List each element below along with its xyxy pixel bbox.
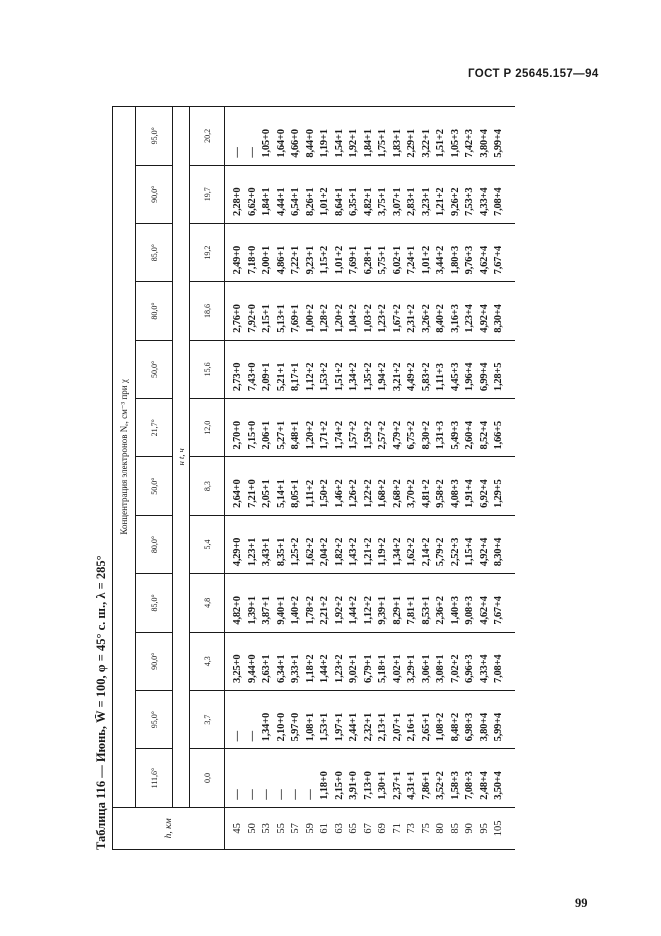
concentration-value: 2,15+1 bbox=[261, 304, 272, 333]
concentration-value: 6,35+1 bbox=[348, 187, 359, 216]
concentration-value: 2,00+1 bbox=[261, 245, 272, 275]
concentration-value: 3,23+1 bbox=[420, 187, 432, 216]
concentration-value: 1,74+2 bbox=[333, 421, 345, 450]
height-value: 105 bbox=[493, 820, 504, 837]
concentration-value: 1,28+2 bbox=[319, 304, 330, 333]
concentration-value: 1,34+2 bbox=[391, 537, 403, 567]
concentration-value: 1,20+2 bbox=[304, 421, 316, 450]
concentration-value: 2,73+0 bbox=[232, 362, 243, 392]
concentration-value: 2,44+1 bbox=[348, 712, 359, 742]
concentration-value: 2,05+1 bbox=[261, 479, 272, 508]
concentration-value: 8,30+4 bbox=[493, 537, 504, 567]
concentration-value: 1,91+4 bbox=[464, 479, 475, 508]
concentration-value: 2,06+1 bbox=[261, 421, 272, 450]
zenith-angle-header: 90,0° bbox=[136, 632, 173, 690]
concentration-value: 1,15+4 bbox=[464, 537, 475, 567]
concentration-value: 7,24+1 bbox=[406, 245, 417, 275]
concentration-value: 4,81+2 bbox=[420, 479, 432, 508]
concentration-value: 1,23+4 bbox=[464, 304, 475, 333]
electron-concentration-table bbox=[112, 106, 515, 850]
concentration-value: 7,81+1 bbox=[406, 596, 417, 625]
local-time-header: 4,3 bbox=[190, 632, 225, 690]
concentration-value: 1,46+2 bbox=[333, 479, 345, 508]
concentration-value: 2,13+1 bbox=[377, 712, 388, 742]
local-time-header: 0,0 bbox=[190, 749, 225, 807]
concentration-value: 1,19+2 bbox=[377, 537, 388, 567]
height-value: 73 bbox=[406, 823, 417, 834]
local-time-header: 18,6 bbox=[190, 282, 225, 340]
concentration-value: 1,28+5 bbox=[493, 362, 504, 392]
value-column bbox=[225, 223, 516, 281]
concentration-value: 1,22+2 bbox=[362, 479, 374, 508]
concentration-value: 8,30+4 bbox=[493, 304, 504, 333]
concentration-value: 7,21+0 bbox=[246, 479, 258, 508]
concentration-value: 4,33+4 bbox=[478, 187, 490, 216]
concentration-value: 3,29+1 bbox=[406, 654, 417, 683]
local-time-header: 19,7 bbox=[190, 165, 225, 223]
zenith-angle-header: 21,7° bbox=[136, 399, 173, 457]
concentration-value: 3,80+4 bbox=[478, 129, 490, 158]
concentration-value: 2,37+1 bbox=[391, 771, 403, 800]
local-time-header: 3,7 bbox=[190, 690, 225, 748]
value-column bbox=[225, 749, 516, 807]
concentration-value: — bbox=[275, 789, 287, 800]
concentration-value: 9,39+1 bbox=[377, 596, 388, 625]
concentration-value: 3,75+1 bbox=[377, 187, 388, 216]
concentration-value: 1,15+2 bbox=[319, 245, 330, 275]
concentration-value: — bbox=[232, 731, 243, 742]
value-column bbox=[225, 282, 516, 340]
zenith-angle-header: 95,0° bbox=[136, 107, 173, 166]
concentration-value: 5,13+1 bbox=[275, 304, 287, 333]
concentration-value: 1,51+2 bbox=[435, 129, 446, 158]
concentration-value: 1,44+2 bbox=[319, 654, 330, 683]
concentration-value: 4,82+0 bbox=[232, 596, 243, 625]
concentration-value: 2,09+1 bbox=[261, 362, 272, 392]
concentration-value: 2,32+1 bbox=[362, 712, 374, 742]
page-number: 99 bbox=[575, 896, 588, 910]
concentration-value: 1,30+1 bbox=[377, 771, 388, 800]
concentration-value: 4,66+0 bbox=[290, 129, 301, 158]
concentration-value: 1,40+2 bbox=[290, 596, 301, 625]
concentration-value: 9,26+2 bbox=[449, 187, 461, 216]
concentration-value: 7,08+4 bbox=[493, 654, 504, 683]
concentration-value: 7,86+1 bbox=[420, 771, 432, 800]
concentration-value: 8,17+1 bbox=[290, 362, 301, 392]
concentration-value: 7,13+0 bbox=[362, 771, 374, 800]
height-value: 80 bbox=[435, 823, 446, 834]
concentration-value: 1,68+2 bbox=[377, 479, 388, 508]
concentration-value: 7,08+3 bbox=[464, 771, 475, 800]
concentration-value: 7,15+0 bbox=[246, 421, 258, 450]
concentration-value: 6,54+1 bbox=[290, 187, 301, 216]
concentration-value: 8,52+4 bbox=[478, 421, 490, 450]
concentration-value: 1,01+2 bbox=[420, 245, 432, 275]
concentration-value: 1,59+2 bbox=[362, 421, 374, 450]
concentration-value: 1,75+1 bbox=[377, 129, 388, 158]
concentration-value: 4,92+4 bbox=[478, 537, 490, 567]
concentration-value: 7,67+4 bbox=[493, 245, 504, 275]
local-time-header: 19,2 bbox=[190, 223, 225, 281]
concentration-value: — bbox=[232, 789, 243, 800]
height-value: 75 bbox=[420, 823, 432, 834]
concentration-value: 7,92+0 bbox=[246, 304, 258, 333]
zenith-angle-header: 50,0° bbox=[136, 340, 173, 398]
concentration-value: 7,02+2 bbox=[449, 654, 461, 683]
concentration-value: — bbox=[304, 789, 316, 800]
zenith-angle-header: 80,0° bbox=[136, 282, 173, 340]
concentration-value: 3,87+1 bbox=[261, 596, 272, 625]
height-column bbox=[225, 807, 516, 849]
concentration-value: 3,25+0 bbox=[232, 654, 243, 683]
concentration-value: 1,23+2 bbox=[377, 304, 388, 333]
concentration-value: 5,79+2 bbox=[435, 537, 446, 567]
zenith-angle-header: 80,0° bbox=[136, 515, 173, 573]
concentration-value: 8,26+1 bbox=[304, 187, 316, 216]
concentration-value: 1,44+2 bbox=[348, 596, 359, 625]
local-time-header: 4,8 bbox=[190, 574, 225, 632]
concentration-value: 3,08+1 bbox=[435, 654, 446, 683]
concentration-value: 2,63+1 bbox=[261, 654, 272, 683]
concentration-value: 5,75+1 bbox=[377, 245, 388, 275]
height-value: 90 bbox=[464, 823, 475, 834]
concentration-value: 2,07+1 bbox=[391, 712, 403, 742]
concentration-value: 2,83+1 bbox=[406, 187, 417, 216]
concentration-value: 1,01+2 bbox=[333, 245, 345, 275]
local-time-header: 8,3 bbox=[190, 457, 225, 515]
concentration-value: 9,44+0 bbox=[246, 654, 258, 683]
concentration-value: 7,42+3 bbox=[464, 129, 475, 158]
concentration-value: 1,92+1 bbox=[348, 129, 359, 158]
local-time-header: 5,4 bbox=[190, 515, 225, 573]
concentration-value: 5,99+4 bbox=[493, 712, 504, 742]
height-value: 45 bbox=[232, 823, 243, 834]
concentration-value: 4,79+2 bbox=[391, 421, 403, 450]
concentration-value: 1,23+2 bbox=[333, 654, 345, 683]
concentration-value: 4,92+4 bbox=[478, 304, 490, 333]
concentration-value: 6,28+1 bbox=[362, 245, 374, 275]
concentration-value: 1,97+1 bbox=[333, 712, 345, 742]
concentration-value: 3,21+2 bbox=[391, 362, 403, 392]
local-time-header: 12,0 bbox=[190, 399, 225, 457]
concentration-value: 1,00+2 bbox=[304, 304, 316, 333]
concentration-value: 1,53+1 bbox=[319, 712, 330, 742]
concentration-value: 2,64+0 bbox=[232, 479, 243, 508]
concentration-value: 1,19+1 bbox=[319, 129, 330, 158]
concentration-value: 7,22+1 bbox=[290, 245, 301, 275]
concentration-value: 7,08+4 bbox=[493, 187, 504, 216]
concentration-value: 2,15+0 bbox=[333, 771, 345, 800]
rotated-table-block bbox=[90, 90, 530, 850]
concentration-value: 1,58+3 bbox=[449, 771, 461, 800]
zenith-angle-header: 90,0° bbox=[136, 165, 173, 223]
concentration-value: 1,25+2 bbox=[290, 537, 301, 567]
concentration-value: 6,75+2 bbox=[406, 421, 417, 450]
concentration-value: 6,79+1 bbox=[362, 654, 374, 683]
concentration-value: 1,11+2 bbox=[304, 480, 316, 508]
concentration-value: 1,11+3 bbox=[435, 363, 446, 392]
concentration-value: 2,52+3 bbox=[449, 537, 461, 567]
concentration-value: 7,69+1 bbox=[348, 245, 359, 275]
concentration-value: 6,96+3 bbox=[464, 654, 475, 683]
zenith-angle-header: 50,0° bbox=[136, 457, 173, 515]
concentration-value: 4,44+1 bbox=[275, 187, 287, 216]
concentration-value: 6,02+1 bbox=[391, 245, 403, 275]
height-value: 63 bbox=[333, 823, 345, 834]
height-value: 69 bbox=[377, 823, 388, 834]
concentration-value: 1,67+2 bbox=[391, 304, 403, 333]
height-value: 50 bbox=[246, 823, 258, 834]
concentration-value: 1,21+2 bbox=[435, 187, 446, 216]
concentration-value: 1,96+4 bbox=[464, 362, 475, 392]
concentration-value: 2,31+2 bbox=[406, 304, 417, 333]
height-value: 53 bbox=[261, 823, 272, 834]
concentration-value: 3,26+2 bbox=[420, 304, 432, 333]
concentration-value: 1,82+2 bbox=[333, 537, 345, 567]
concentration-value: 1,08+2 bbox=[435, 712, 446, 742]
concentration-value: 2,68+2 bbox=[391, 479, 403, 508]
concentration-value: 4,31+1 bbox=[406, 771, 417, 800]
concentration-value: 5,49+3 bbox=[449, 421, 461, 450]
concentration-value: 4,82+1 bbox=[362, 187, 374, 216]
table-caption: Таблица 116 — Июнь, W̄ = 100, φ = 45° с. ш., λ = 285° bbox=[94, 555, 108, 850]
concentration-value: — bbox=[290, 789, 301, 800]
concentration-value: 1,43+2 bbox=[348, 537, 359, 567]
hour-subheader: н t, ч bbox=[173, 107, 190, 808]
concentration-value: 1,71+2 bbox=[319, 421, 330, 450]
concentration-value: — bbox=[232, 147, 243, 158]
concentration-value: 1,04+2 bbox=[348, 304, 359, 333]
concentration-value: 6,99+4 bbox=[478, 362, 490, 392]
concentration-value: 5,14+1 bbox=[275, 479, 287, 508]
concentration-value: 4,62+4 bbox=[478, 245, 490, 275]
concentration-value: 1,26+2 bbox=[348, 479, 359, 508]
local-time-header: 20,2 bbox=[190, 107, 225, 166]
concentration-value: 1,51+2 bbox=[333, 362, 345, 392]
concentration-value: 2,28+0 bbox=[232, 187, 243, 216]
concentration-value: 4,29+0 bbox=[232, 537, 243, 567]
concentration-value: 1,83+1 bbox=[391, 129, 403, 158]
concentration-value: 2,70+0 bbox=[232, 421, 243, 450]
height-value: 71 bbox=[391, 823, 403, 834]
zenith-angle-header: 111,6° bbox=[136, 749, 173, 807]
concentration-value: 5,97+0 bbox=[290, 712, 301, 742]
concentration-value: 2,60+4 bbox=[464, 421, 475, 450]
height-value: 55 bbox=[275, 823, 287, 834]
concentration-value: 9,76+3 bbox=[464, 245, 475, 275]
height-value: 85 bbox=[449, 823, 461, 834]
value-column bbox=[225, 690, 516, 748]
concentration-value: 6,92+4 bbox=[478, 479, 490, 508]
concentration-value: 6,62+0 bbox=[246, 187, 258, 216]
concentration-value: 8,53+1 bbox=[420, 596, 432, 625]
concentration-value: 5,99+4 bbox=[493, 129, 504, 158]
concentration-value: 2,10+0 bbox=[275, 712, 287, 742]
concentration-value: 2,14+2 bbox=[420, 537, 432, 567]
concentration-value: 4,62+4 bbox=[478, 596, 490, 625]
concentration-value: 2,48+4 bbox=[478, 771, 490, 800]
height-value: 95 bbox=[478, 823, 490, 834]
concentration-value: 1,23+1 bbox=[246, 537, 258, 567]
concentration-value: 3,50+4 bbox=[493, 771, 504, 800]
concentration-value: 2,29+1 bbox=[406, 129, 417, 158]
concentration-value: 4,33+4 bbox=[478, 654, 490, 683]
concentration-value: 1,01+2 bbox=[319, 187, 330, 216]
concentration-value: 4,08+3 bbox=[449, 479, 461, 508]
concentration-value: 9,23+1 bbox=[304, 245, 316, 275]
height-value: 57 bbox=[290, 823, 301, 834]
concentration-value: 1,40+3 bbox=[449, 596, 461, 625]
document-id: ГОСТ Р 25645.157—94 bbox=[468, 68, 599, 80]
zenith-angle-header: 85,0° bbox=[136, 574, 173, 632]
concentration-value: 5,18+1 bbox=[377, 654, 388, 683]
concentration-value: 8,48+2 bbox=[449, 712, 461, 742]
concentration-value: — bbox=[246, 147, 258, 158]
concentration-value: 6,98+3 bbox=[464, 712, 475, 742]
concentration-value: 1,54+1 bbox=[333, 129, 345, 158]
concentration-value: 8,40+2 bbox=[435, 304, 446, 333]
height-column-header: h, км bbox=[113, 807, 225, 849]
concentration-value: 2,36+2 bbox=[435, 596, 446, 625]
concentration-value: 1,39+1 bbox=[246, 596, 258, 625]
concentration-value: 6,34+1 bbox=[275, 654, 287, 683]
concentration-value: 1,66+5 bbox=[493, 421, 504, 450]
concentration-value: 7,67+4 bbox=[493, 596, 504, 625]
height-value: 61 bbox=[319, 823, 330, 834]
value-column bbox=[225, 399, 516, 457]
concentration-value: 4,45+3 bbox=[449, 362, 461, 392]
local-time-header: 15,6 bbox=[190, 340, 225, 398]
concentration-value: 9,02+1 bbox=[348, 654, 359, 683]
concentration-value: 1,84+1 bbox=[362, 129, 374, 158]
concentration-value: 1,03+2 bbox=[362, 304, 374, 333]
concentration-value: 9,40+1 bbox=[275, 596, 287, 625]
concentration-value: 3,22+1 bbox=[420, 129, 432, 158]
concentration-value: 3,91+0 bbox=[348, 771, 359, 800]
concentration-value: 1,64+0 bbox=[275, 129, 287, 158]
concentration-value: 1,50+2 bbox=[319, 479, 330, 508]
concentration-value: 1,78+2 bbox=[304, 596, 316, 625]
concentration-value: 3,52+2 bbox=[435, 771, 446, 800]
concentration-value: — bbox=[261, 789, 272, 800]
concentration-value: 3,16+3 bbox=[449, 304, 461, 333]
concentration-value: 2,21+2 bbox=[319, 596, 330, 625]
concentration-value: 3,70+2 bbox=[406, 479, 417, 508]
concentration-value: 3,43+1 bbox=[261, 537, 272, 567]
concentration-value: 1,92+2 bbox=[333, 596, 345, 625]
concentration-value: 1,80+3 bbox=[449, 245, 461, 275]
concentration-value: 3,07+1 bbox=[391, 187, 403, 216]
concentration-value: 9,08+3 bbox=[464, 596, 475, 625]
zenith-angle-header: 95,0° bbox=[136, 690, 173, 748]
concentration-value: 2,16+1 bbox=[406, 712, 417, 742]
concentration-value: 1,35+2 bbox=[362, 362, 374, 392]
concentration-value: 1,29+5 bbox=[493, 479, 504, 508]
height-value: 67 bbox=[362, 823, 374, 834]
concentration-value: 8,35+1 bbox=[275, 537, 287, 567]
concentration-value: 8,64+1 bbox=[333, 187, 345, 216]
concentration-value: 4,49+2 bbox=[406, 362, 417, 392]
concentration-value: 5,83+2 bbox=[420, 362, 432, 392]
concentration-value: 2,76+0 bbox=[232, 304, 243, 333]
concentration-value: 8,48+1 bbox=[290, 421, 301, 450]
concentration-value: 7,43+0 bbox=[246, 362, 258, 392]
concentration-value: 1,94+2 bbox=[377, 362, 388, 392]
concentration-value: 3,06+1 bbox=[420, 654, 432, 683]
value-column bbox=[225, 457, 516, 515]
concentration-value: 5,21+1 bbox=[275, 362, 287, 392]
concentration-value: 9,58+2 bbox=[435, 479, 446, 508]
concentration-value: 1,31+3 bbox=[435, 421, 446, 450]
concentration-value: 1,18+2 bbox=[304, 654, 316, 683]
concentration-value: — bbox=[246, 789, 258, 800]
value-column bbox=[225, 165, 516, 223]
concentration-value: 5,27+1 bbox=[275, 421, 287, 450]
concentration-value: 1,34+2 bbox=[348, 362, 359, 392]
concentration-value: 4,86+1 bbox=[275, 245, 287, 275]
value-column bbox=[225, 632, 516, 690]
concentration-value: 3,80+4 bbox=[478, 712, 490, 742]
value-column bbox=[225, 515, 516, 573]
concentration-value: 8,29+1 bbox=[391, 596, 403, 625]
concentration-value: 1,21+2 bbox=[362, 537, 374, 567]
concentration-value: 1,62+2 bbox=[406, 537, 417, 567]
height-value: 65 bbox=[348, 823, 359, 834]
concentration-value: 1,53+2 bbox=[319, 362, 330, 392]
concentration-value: 4,02+1 bbox=[391, 654, 403, 683]
concentration-value: 7,53+3 bbox=[464, 187, 475, 216]
zenith-angle-header: 85,0° bbox=[136, 223, 173, 281]
concentration-value: 7,69+1 bbox=[290, 304, 301, 333]
value-column bbox=[225, 574, 516, 632]
concentration-value: 2,49+0 bbox=[232, 245, 243, 275]
concentration-value: 1,34+0 bbox=[261, 712, 272, 742]
concentration-value: 2,04+2 bbox=[319, 537, 330, 567]
concentration-value: 7,18+0 bbox=[246, 245, 258, 275]
concentration-value: 1,57+2 bbox=[348, 421, 359, 450]
concentration-value: 8,44+0 bbox=[304, 129, 316, 158]
concentration-value: 1,05+3 bbox=[449, 129, 461, 158]
height-value: 59 bbox=[304, 823, 316, 834]
concentration-value: 1,84+1 bbox=[261, 187, 272, 216]
concentration-value: 1,12+2 bbox=[304, 362, 316, 392]
concentration-value: 8,30+2 bbox=[420, 421, 432, 450]
concentration-value: 1,20+2 bbox=[333, 304, 345, 333]
concentration-value: 2,57+2 bbox=[377, 421, 388, 450]
concentration-value: — bbox=[246, 731, 258, 742]
concentration-value: 9,33+1 bbox=[290, 654, 301, 683]
concentration-value: 1,05+0 bbox=[261, 129, 272, 158]
value-column bbox=[225, 107, 516, 166]
concentration-value: 2,65+1 bbox=[420, 712, 432, 742]
concentration-header: Концентрация электронов Nₑ, см⁻³ при χ bbox=[113, 107, 136, 808]
concentration-value: 1,18+0 bbox=[319, 771, 330, 800]
concentration-value: 1,62+2 bbox=[304, 537, 316, 567]
concentration-value: 1,08+1 bbox=[304, 712, 316, 742]
value-column bbox=[225, 340, 516, 398]
concentration-value: 3,44+2 bbox=[435, 245, 446, 275]
concentration-value: 8,05+1 bbox=[290, 479, 301, 508]
concentration-value: 1,12+2 bbox=[362, 596, 374, 625]
